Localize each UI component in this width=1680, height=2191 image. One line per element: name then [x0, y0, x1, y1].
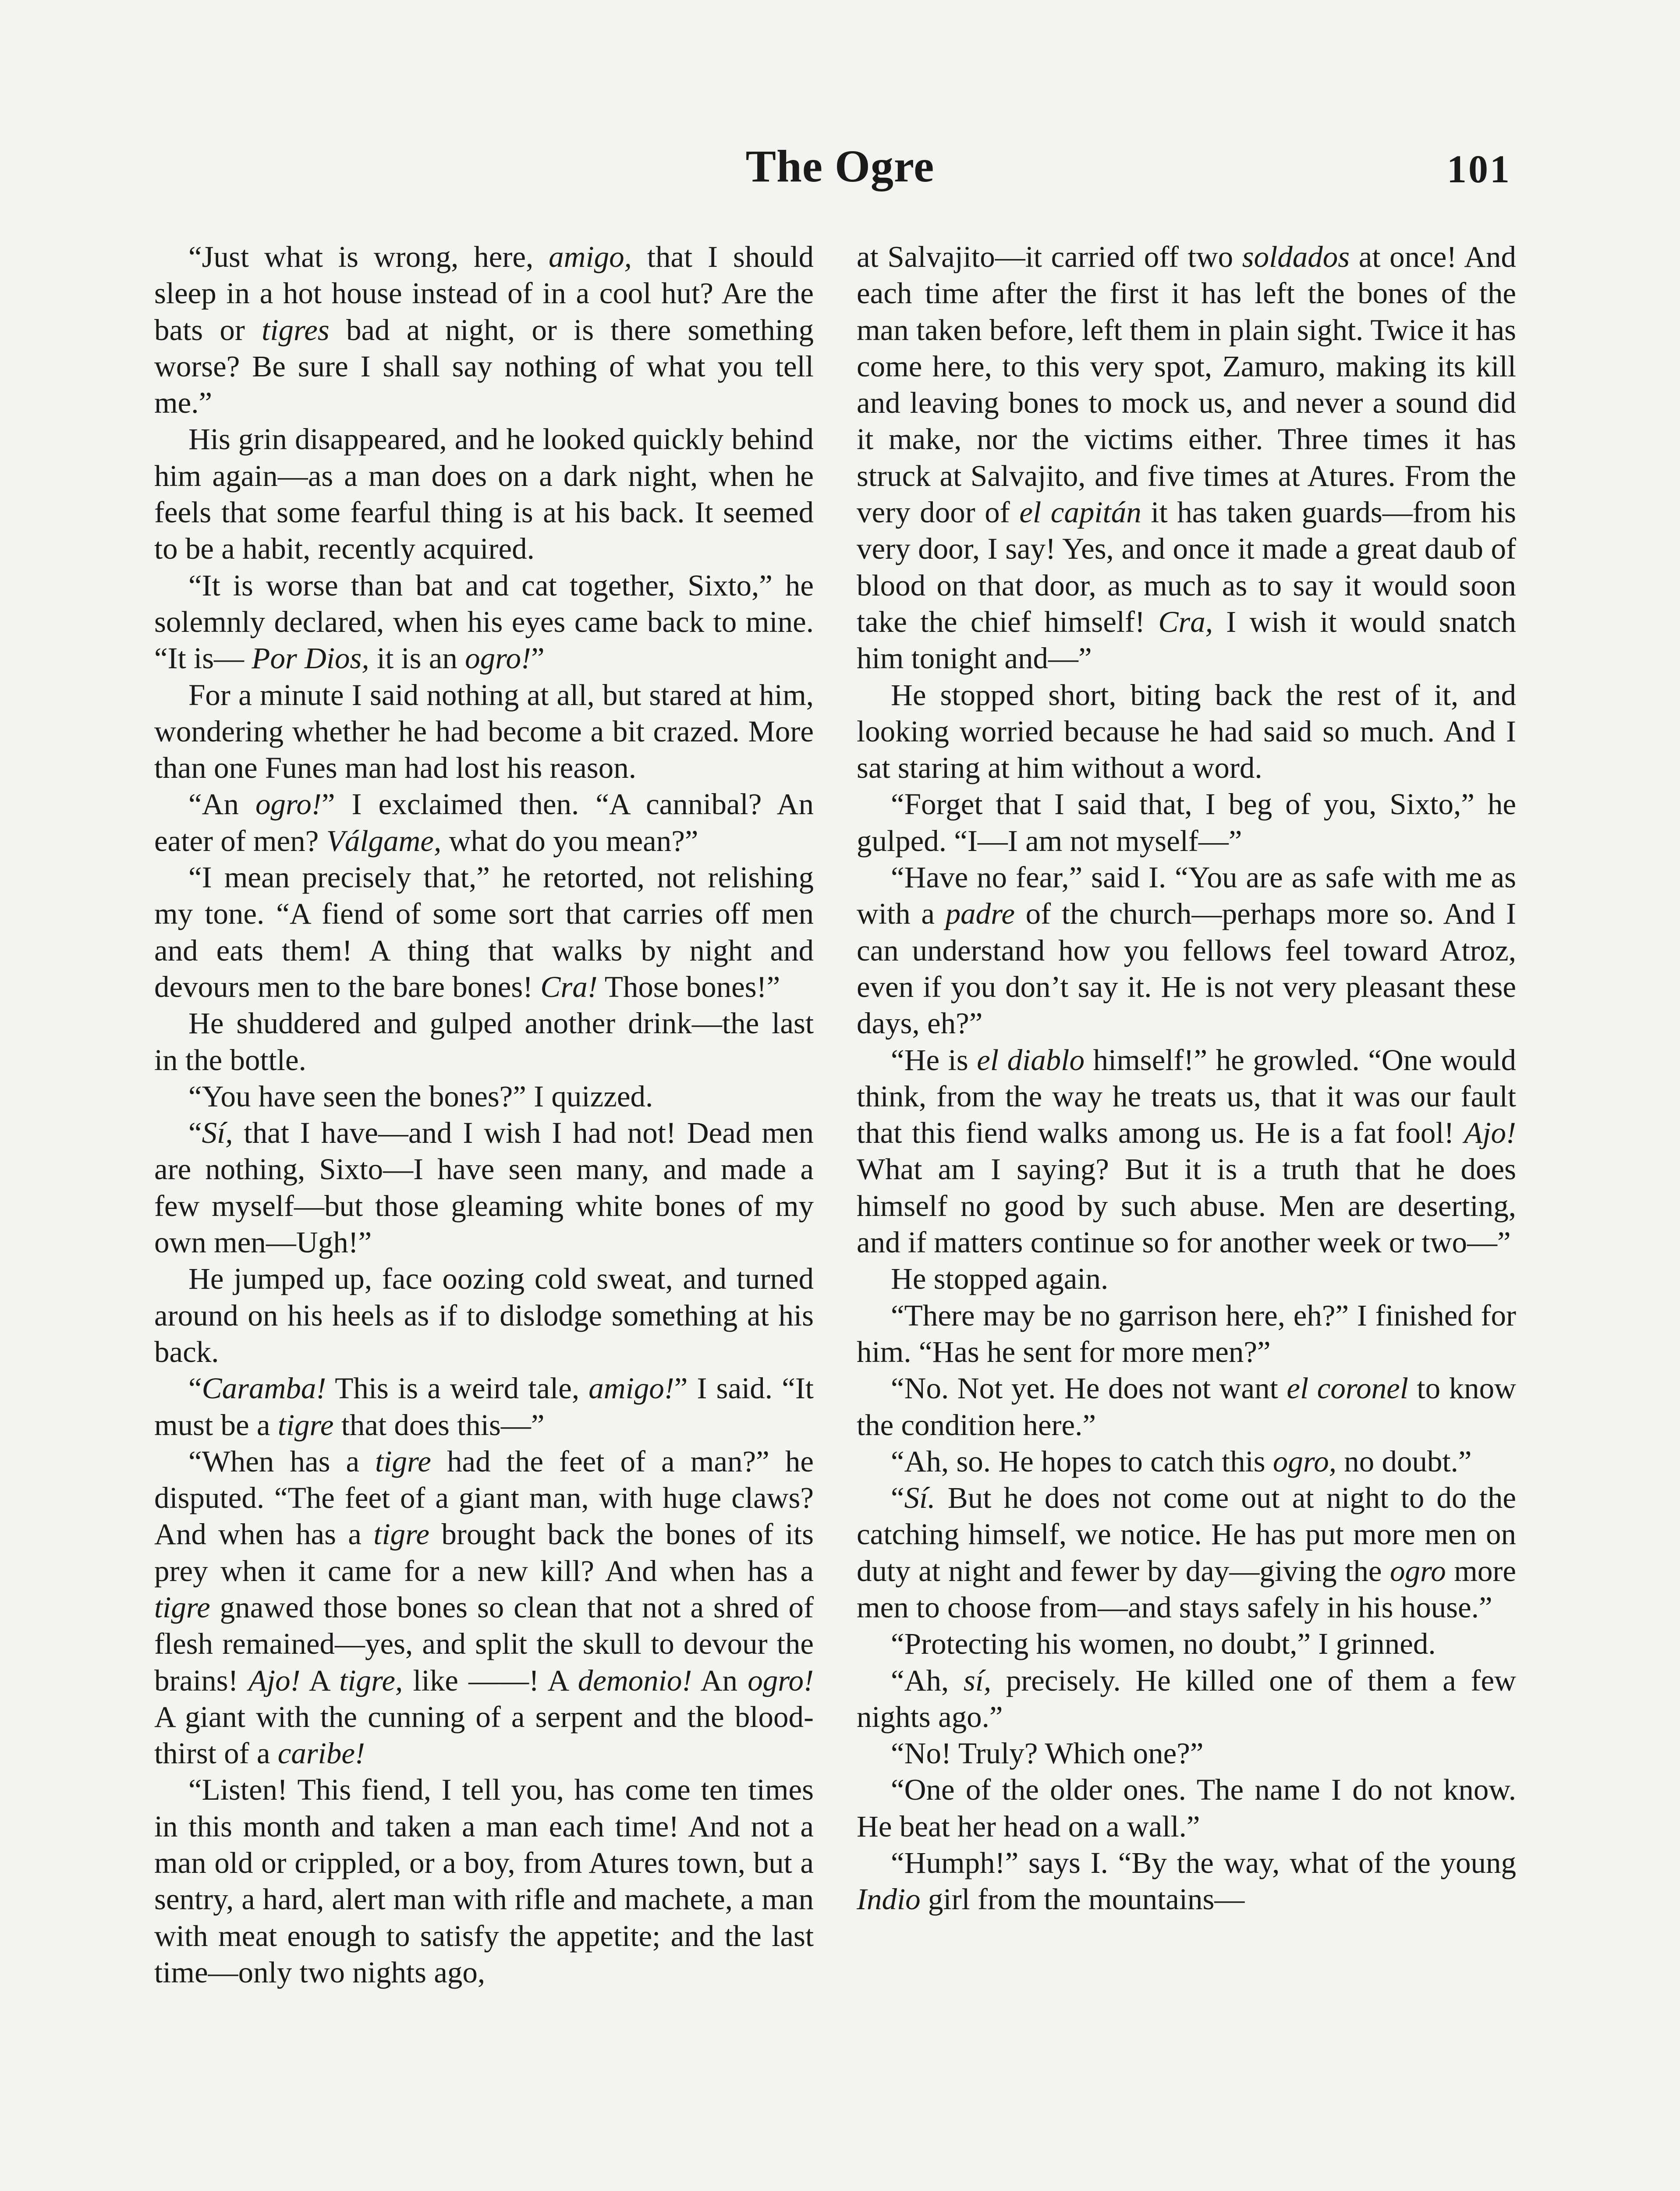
paragraph: “Caramba! This is a weird tale, amigo!” I said. “It must be a tigre that does this—”: [154, 1372, 814, 1442]
paragraph: “Forget that I said that, I beg of you, Sixto,” he gulped. “I—I am not myself—”: [857, 787, 1516, 858]
paragraph: “An ogro!” I exclaimed then. “A cannibal? An eater of men? Válgame, what do you mean?”: [154, 787, 814, 858]
paragraph: “Have no fear,” said I. “You are as safe with me as with a padre of the church—perhaps more so. And I can understand how you fellows feel toward Atroz, even if you don’t say it. He is not very pleasant these days, eh?”: [857, 861, 1516, 1040]
page-number: 101: [1447, 148, 1511, 191]
paragraph: “Sí, that I have—and I wish I had not! Dead men are nothing, Sixto—I have seen many, and made a few myself—but those gleaming white bones of my own men—Ugh!”: [154, 1116, 814, 1259]
paragraph: “Protecting his women, no doubt,” I grinned.: [891, 1627, 1436, 1661]
paragraph: For a minute I said nothing at all, but stared at him, wondering whether he had become a bit crazed. More than one Funes man had lost his reason.: [154, 678, 814, 785]
paragraph: He shuddered and gulped another drink—the last in the bottle.: [154, 1007, 814, 1077]
page-title: The Ogre: [745, 141, 935, 191]
paragraph: “No! Truly? Which one?”: [891, 1737, 1204, 1770]
paragraph: “Just what is wrong, here, amigo, that I should sleep in a hot house instead of in a cool hut? Are the bats or tigres bad at night, or is there something worse? Be sure I shall say nothing of what you tell me.”: [154, 240, 814, 420]
paragraph: at Salvajito—it carried off two soldados at once! And each time after the first it has left the bones of the man taken before, left them in plain sight. Twice it has come here, to this very spot, Zamuro, making its kill and leaving bones to mock us, and never a sound did it make, nor the victims either. Three times it has struck at Salvajito, and five times at Atures. From the very door of el capitán it has taken guards—from his very door, I say! Yes, and once it made a great daub of blood on that door, as much as to say it would soon take the chief himself! Cra, I wish it would snatch him tonight and—”: [857, 240, 1517, 675]
paragraph: He stopped again.: [891, 1262, 1109, 1296]
paragraph: “You have seen the bones?” I quizzed.: [188, 1079, 653, 1113]
paragraph: “It is worse than bat and cat together, Sixto,” he solemnly declared, when his eyes came back to mine. “It is— Por Dios, it is an ogro!”: [154, 568, 814, 675]
right-column: [857, 239, 1516, 1918]
paragraph: “Ah, sí, precisely. He killed one of them a few nights ago.”: [857, 1663, 1516, 1734]
paragraph: He stopped short, biting back the rest of it, and looking worried because he had said so much. And I sat staring at him without a word.: [857, 678, 1516, 785]
paragraph: “Sí. But he does not come out at night to do the catching himself, we notice. He has put more men on duty at night and fewer by day—giving the ogro more men to choose from—and stays safely in his house.”: [857, 1481, 1516, 1624]
paragraph: “There may be no garrison here, eh?” I finished for him. “Has he sent for more men?”: [857, 1298, 1516, 1368]
paragraph: “Listen! This fiend, I tell you, has come ten times in this month and taken a man each time! And not a man old or crippled, or a boy, from Atures town, but a sentry, a hard, alert man with rifle and machete, a man with meat enough to satisfy the appetite; and the last time—only two nights ago,: [154, 1773, 814, 1989]
paragraph: He jumped up, face oozing cold sweat, and turned around on his heels as if to dislodge something at his back.: [154, 1262, 814, 1368]
paragraph: “Ah, so. He hopes to catch this ogro, no doubt.”: [891, 1444, 1472, 1478]
paragraph: “He is el diablo himself!” he growled. “One would think, from the way he treats us, that it was our fault that this fiend walks among us. He is a fat fool! Ajo! What am I saying? But it is a truth that he does himself no good by such abuse. Men are deserting, and if matters continue so for another week or two—”: [857, 1043, 1516, 1259]
left-column: [154, 239, 814, 1991]
paragraph: “When has a tigre had the feet of a man?” he disputed. “The feet of a giant man, with huge claws? And when has a tigre brought back the bones of its prey when it came for a new kill? And when has a tigre gnawed those bones so clean that not a shred of flesh remained—yes, and split the skull to devour the brains! Ajo! A tigre, like ——! A demonio! An ogro! A giant with the cunning of a serpent and the blood-thirst of a caribe!: [154, 1444, 814, 1770]
paragraph: His grin disappeared, and he looked quickly behind him again—as a man does on a dark night, when he feels that some fearful thing is at his back. It seemed to be a habit, recently acquired.: [154, 422, 814, 566]
paragraph: “One of the older ones. The name I do not know. He beat her head on a wall.”: [857, 1773, 1516, 1843]
paragraph: “I mean precisely that,” he retorted, not relishing my tone. “A fiend of some sort that carries off men and eats them! A thing that walks by night and devours men to the bare bones! Cra! Those bones!”: [154, 861, 814, 1003]
paragraph: “No. Not yet. He does not want el coronel to know the condition here.”: [857, 1372, 1517, 1442]
paragraph: “Humph!” says I. “By the way, what of the young Indio girl from the mountains—: [857, 1846, 1516, 1916]
